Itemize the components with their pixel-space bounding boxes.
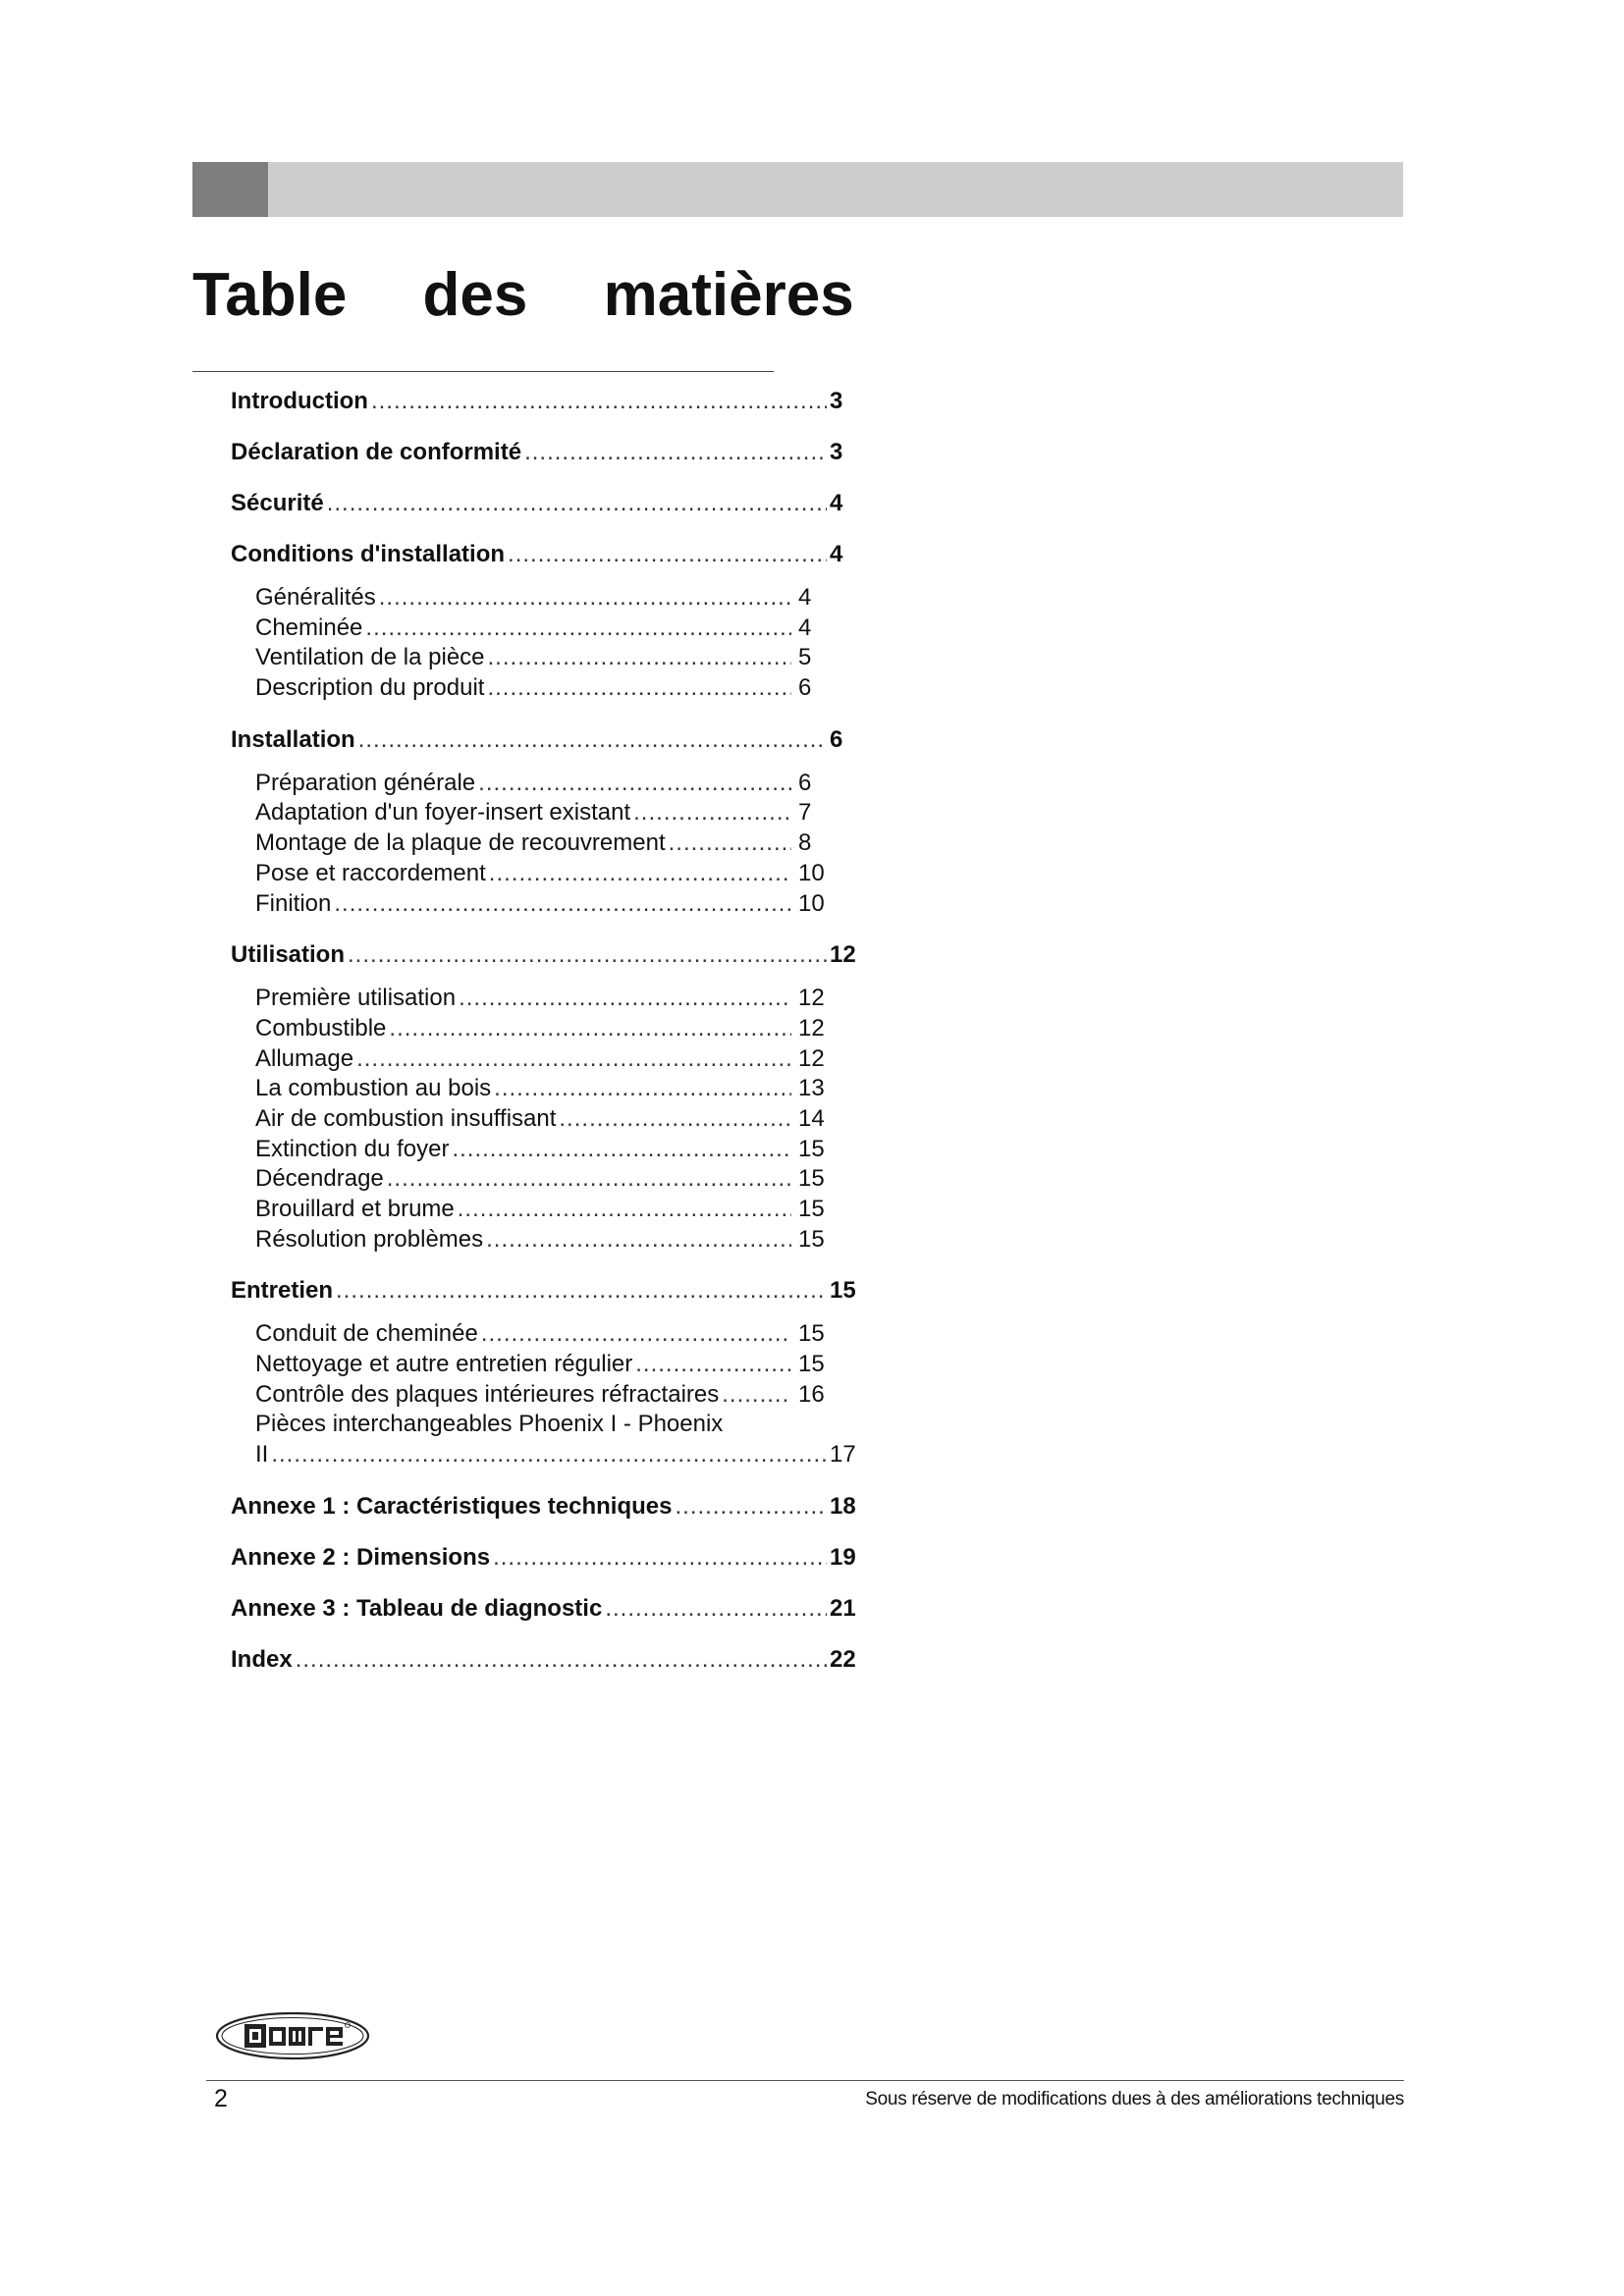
table-of-contents	[231, 388, 859, 1676]
toc-subsection-label: Description du produit	[255, 674, 485, 702]
toc-subsection-label: Cheminée	[255, 614, 363, 641]
footer-divider	[206, 2080, 1404, 2081]
toc-page-number: 15	[798, 1165, 825, 1193]
toc-subsection-label: Allumage	[255, 1044, 354, 1072]
toc-leader-dots	[334, 890, 791, 918]
toc-leader-dots	[365, 614, 791, 642]
toc-section-label: Utilisation	[231, 941, 346, 969]
toc-subsection	[255, 1351, 859, 1381]
toc-page-number: 14	[798, 1104, 825, 1132]
toc-page-number: 10	[798, 859, 825, 886]
toc-leader-dots	[271, 1441, 827, 1468]
toc-leader-dots	[635, 1351, 791, 1378]
toc-leader-dots	[389, 1015, 791, 1042]
toc-subsection-label: Nettoyage et autre entretien régulier	[255, 1351, 633, 1378]
toc-subsection	[255, 644, 859, 674]
toc-subsection	[255, 1441, 859, 1471]
toc-leader-dots	[348, 941, 827, 969]
toc-subsection	[255, 890, 859, 921]
toc-section	[231, 1277, 859, 1307]
toc-subsection	[255, 799, 859, 829]
toc-leader-dots	[493, 1544, 827, 1572]
toc-subsection-label: Brouillard et brume	[255, 1196, 455, 1222]
toc-subsection-label: Pose et raccordement	[255, 859, 486, 886]
toc-subsection	[255, 1105, 859, 1136]
toc-subsection-label: Généralités	[255, 584, 376, 611]
toc-leader-dots	[458, 1196, 791, 1223]
toc-leader-dots	[379, 584, 791, 612]
toc-page-number: 21	[830, 1594, 856, 1622]
toc-page-number: 10	[798, 889, 825, 917]
toc-page-number: 15	[798, 1320, 825, 1348]
toc-leader-dots	[633, 799, 791, 827]
toc-leader-dots	[459, 985, 791, 1012]
toc-leader-dots	[559, 1105, 791, 1133]
toc-page-number: 6	[830, 725, 843, 753]
toc-page-number: 12	[798, 1014, 825, 1041]
toc-page-number: 15	[798, 1196, 825, 1222]
toc-section-label: Annexe 3 : Tableau de diagnostic	[231, 1594, 603, 1622]
toc-page-number: 3	[830, 388, 843, 414]
title-divider	[192, 371, 774, 372]
toc-leader-dots	[489, 860, 791, 887]
toc-leader-dots	[358, 726, 827, 754]
toc-page-number: 15	[798, 1135, 825, 1162]
toc-section	[231, 1646, 859, 1676]
toc-leader-dots	[327, 490, 827, 517]
toc-subsection-label: Résolution problèmes	[255, 1225, 484, 1253]
toc-leader-dots	[494, 1075, 791, 1102]
toc-subsection-label: Conduit de cheminée	[255, 1320, 478, 1348]
toc-subsection	[255, 614, 859, 645]
toc-subsection-label: Ventilation de la pièce	[255, 644, 485, 671]
toc-leader-dots	[488, 644, 791, 671]
toc-subsection	[255, 1075, 859, 1105]
toc-page-number: 12	[830, 941, 856, 969]
toc-section-label: Annexe 2 : Dimensions	[231, 1543, 491, 1571]
toc-section	[231, 726, 859, 756]
toc-page-number: 4	[798, 584, 812, 611]
toc-subsection-label: La combustion au bois	[255, 1075, 492, 1102]
toc-section-label: Index	[231, 1645, 293, 1673]
toc-subsection-label: Finition	[255, 889, 332, 917]
toc-subsection	[255, 1320, 859, 1351]
toc-subsection	[255, 829, 859, 860]
toc-subsection-label: Contrôle des plaques intérieures réfractaires	[255, 1380, 720, 1408]
toc-page-number: 4	[830, 490, 843, 516]
toc-subsection-label: Pièces interchangeables Phoenix I - Phoenix	[255, 1411, 724, 1438]
toc-page-number: 15	[798, 1351, 825, 1378]
toc-leader-dots	[487, 674, 791, 702]
toc-page-number: 13	[798, 1075, 825, 1102]
toc-leader-dots	[371, 388, 827, 415]
toc-page-number: 5	[798, 644, 812, 671]
toc-subsection-label: Décendrage	[255, 1165, 384, 1193]
toc-subsection	[255, 770, 859, 800]
toc-page-number: 22	[830, 1645, 856, 1673]
toc-subsection	[255, 1015, 859, 1045]
toc-section	[231, 941, 859, 971]
toc-subsection-label: II	[255, 1441, 269, 1468]
toc-page-number: 19	[830, 1543, 856, 1571]
toc-leader-dots	[478, 770, 791, 797]
toc-page-number: 12	[798, 1044, 825, 1072]
header-bar	[192, 162, 1403, 217]
toc-page-number: 6	[798, 769, 812, 796]
toc-subsection	[255, 584, 859, 614]
toc-leader-dots	[481, 1320, 791, 1348]
toc-section	[231, 490, 859, 519]
toc-subsection	[255, 1226, 859, 1256]
toc-section-label: Annexe 1 : Caractéristiques techniques	[231, 1492, 673, 1520]
toc-page-number: 6	[798, 674, 812, 702]
toc-leader-dots	[524, 439, 827, 466]
page-number: 2	[214, 2085, 228, 2112]
toc-section	[231, 388, 859, 417]
toc-subsection	[255, 1381, 859, 1412]
toc-section	[231, 1595, 859, 1625]
toc-leader-dots	[387, 1165, 791, 1193]
toc-subsection	[255, 1196, 859, 1226]
toc-page-number: 12	[798, 985, 825, 1012]
toc-section	[231, 1544, 859, 1574]
toc-subsection	[255, 1136, 859, 1166]
toc-section-label: Installation	[231, 725, 355, 753]
toc-subsection-label: Extinction du foyer	[255, 1135, 450, 1162]
toc-leader-dots	[486, 1226, 791, 1254]
toc-page-number: 16	[798, 1380, 825, 1408]
toc-subsection-label: Montage de la plaque de recouvrement	[255, 829, 666, 857]
toc-leader-dots	[605, 1595, 827, 1623]
toc-leader-dots	[675, 1493, 827, 1521]
toc-subsection	[255, 1411, 859, 1441]
toc-subsection-label: Adaptation d'un foyer-insert existant	[255, 799, 631, 827]
toc-subsection	[255, 1045, 859, 1076]
toc-leader-dots	[722, 1381, 791, 1409]
toc-leader-dots	[669, 829, 791, 857]
toc-subsection-label: Préparation générale	[255, 769, 476, 796]
toc-subsection-label: Première utilisation	[255, 985, 457, 1012]
toc-page-number: 15	[830, 1277, 856, 1305]
toc-section	[231, 439, 859, 468]
toc-subsection-label: Combustible	[255, 1014, 387, 1041]
toc-page-number: 17	[830, 1441, 856, 1468]
toc-section-label: Introduction	[231, 388, 368, 414]
toc-section	[231, 1493, 859, 1522]
toc-page-number: 15	[798, 1225, 825, 1253]
toc-section-label: Déclaration de conformité	[231, 439, 522, 465]
header-accent-block	[192, 162, 268, 217]
toc-page-number: 8	[798, 829, 812, 857]
toc-page-number: 3	[830, 439, 843, 465]
toc-subsection	[255, 674, 859, 705]
toc-section-label: Entretien	[231, 1277, 334, 1305]
toc-leader-dots	[452, 1136, 791, 1163]
toc-leader-dots	[336, 1277, 827, 1305]
page-title: Table des matières	[192, 261, 854, 329]
footer-note: Sous réserve de modifications dues à des améliorations techniques	[865, 2089, 1404, 2109]
toc-leader-dots	[508, 541, 827, 568]
toc-section	[231, 541, 859, 570]
toc-page-number: 7	[798, 799, 812, 827]
toc-page-number: 4	[798, 614, 812, 641]
dovre-logo	[214, 2010, 371, 2061]
toc-subsection	[255, 1165, 859, 1196]
toc-subsection-label: Air de combustion insuffisant	[255, 1104, 557, 1132]
toc-page-number: 18	[830, 1492, 856, 1520]
toc-section-label: Sécurité	[231, 490, 324, 516]
toc-subsection	[255, 860, 859, 890]
toc-subsection	[255, 985, 859, 1015]
toc-section-label: Conditions d'installation	[231, 541, 506, 567]
toc-page-number: 4	[830, 541, 843, 567]
toc-leader-dots	[296, 1646, 827, 1674]
toc-leader-dots	[356, 1045, 791, 1073]
